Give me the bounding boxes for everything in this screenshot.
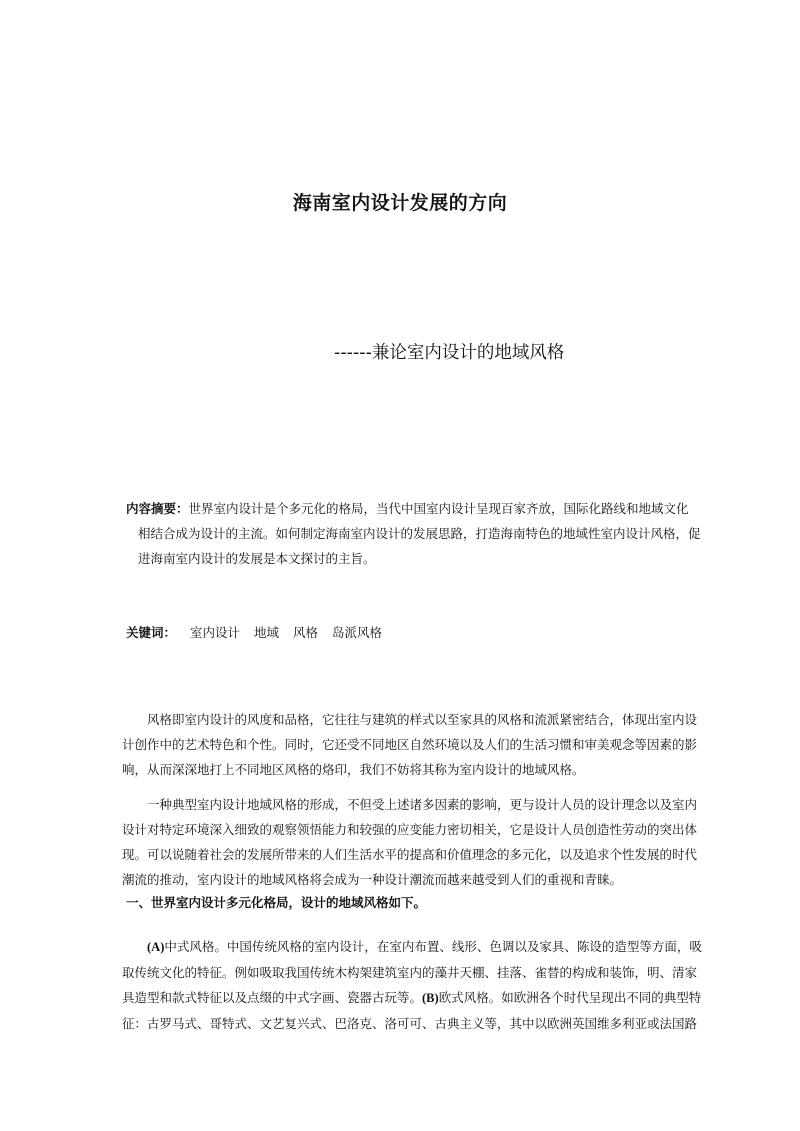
abstract-line <box>126 496 689 521</box>
abstract-text: 世界室内设计是个多元化的格局，当代中国室内设计呈现百家齐放，国际化路线和地域文化 <box>188 501 689 516</box>
paragraph-line: 风格即室内设计的风度和品格，它往往与建筑的样式以至家具的风格和流派紧密结合，体现出室内设 <box>147 712 698 727</box>
paragraph-line: 一种典型室内设计地域风格的形成，不但受上述诸多因素的影响，更与设计人员的设计理念以及室内 <box>147 797 698 812</box>
style-marker-b: (B) <box>422 991 439 1005</box>
paragraph-line: 计创作中的艺术特色和个性。同时，它还受不同地区自然环境以及人们的生活习惯和审美观念等因素的影 <box>122 737 698 752</box>
style-marker-a: (A) <box>147 940 165 954</box>
body-paragraph-1 <box>122 707 698 782</box>
paragraph-text: 具造型和款式特征以及点缀的中式字画、瓷器古玩等。 <box>122 990 423 1005</box>
keyword-item: 地域 <box>254 625 280 640</box>
paragraph-line: 征：古罗马式、哥特式、文艺复兴式、巴洛克、洛可可、古典主义等，其中以欧洲英国维多利亚或法国路 <box>122 1016 698 1031</box>
section-heading: 一、世界室内设计多元化格局，设计的地域风格如下。 <box>126 895 427 910</box>
keyword-item: 岛派风格 <box>332 625 383 640</box>
paragraph-line: 取传统文化的特征。例如吸取我国传统木构架建筑室内的藻井天棚、挂落、雀替的构成和装饰，明、清家 <box>122 965 698 980</box>
abstract-block <box>126 496 701 571</box>
abstract-line: 进海南室内设计的发展是本文探讨的主旨。 <box>138 551 376 566</box>
paragraph-line: 设计对特定环境深入细致的观察领悟能力和较强的应变能力密切相关，它是设计人员创造性劳动的突出体 <box>122 822 698 837</box>
body-paragraph-2 <box>122 792 698 892</box>
keyword-item: 室内设计 <box>190 625 241 640</box>
keyword-item: 风格 <box>293 625 319 640</box>
paragraph-text: 中式风格。中国传统风格的室内设计，在室内布置、线形、色调以及家具、陈设的造型等方面，吸 <box>164 939 702 954</box>
abstract-label: 内容摘要： <box>126 501 189 516</box>
paragraph-line: 响，从而深深地打上不同地区风格的烙印，我们不妨将其称为室内设计的地域风格。 <box>122 762 585 777</box>
page-subtitle: ------兼论室内设计的地域风格 <box>334 343 565 363</box>
paragraph-line: 现。可以说随着社会的发展所带来的人们生活水平的提高和价值理念的多元化，以及追求个性发展的时代 <box>122 847 698 862</box>
abstract-line: 相结合成为设计的主流。如何制定海南室内设计的发展思路，打造海南特色的地域性室内设计风格，促 <box>138 526 701 541</box>
page-title: 海南室内设计发展的方向 <box>292 192 508 214</box>
paragraph-line: 潮流的推动，室内设计的地域风格将会成为一种设计潮流而越来越受到人们的重视和青睐。 <box>122 872 623 887</box>
paragraph-line <box>122 934 702 960</box>
keywords-block <box>126 623 382 641</box>
paragraph-line <box>122 985 702 1011</box>
keywords-label: 关键词： <box>126 625 177 640</box>
paragraph-text: 欧式风格。如欧洲各个时代呈现出不同的典型特 <box>438 990 702 1005</box>
body-paragraph-3 <box>122 934 702 1036</box>
